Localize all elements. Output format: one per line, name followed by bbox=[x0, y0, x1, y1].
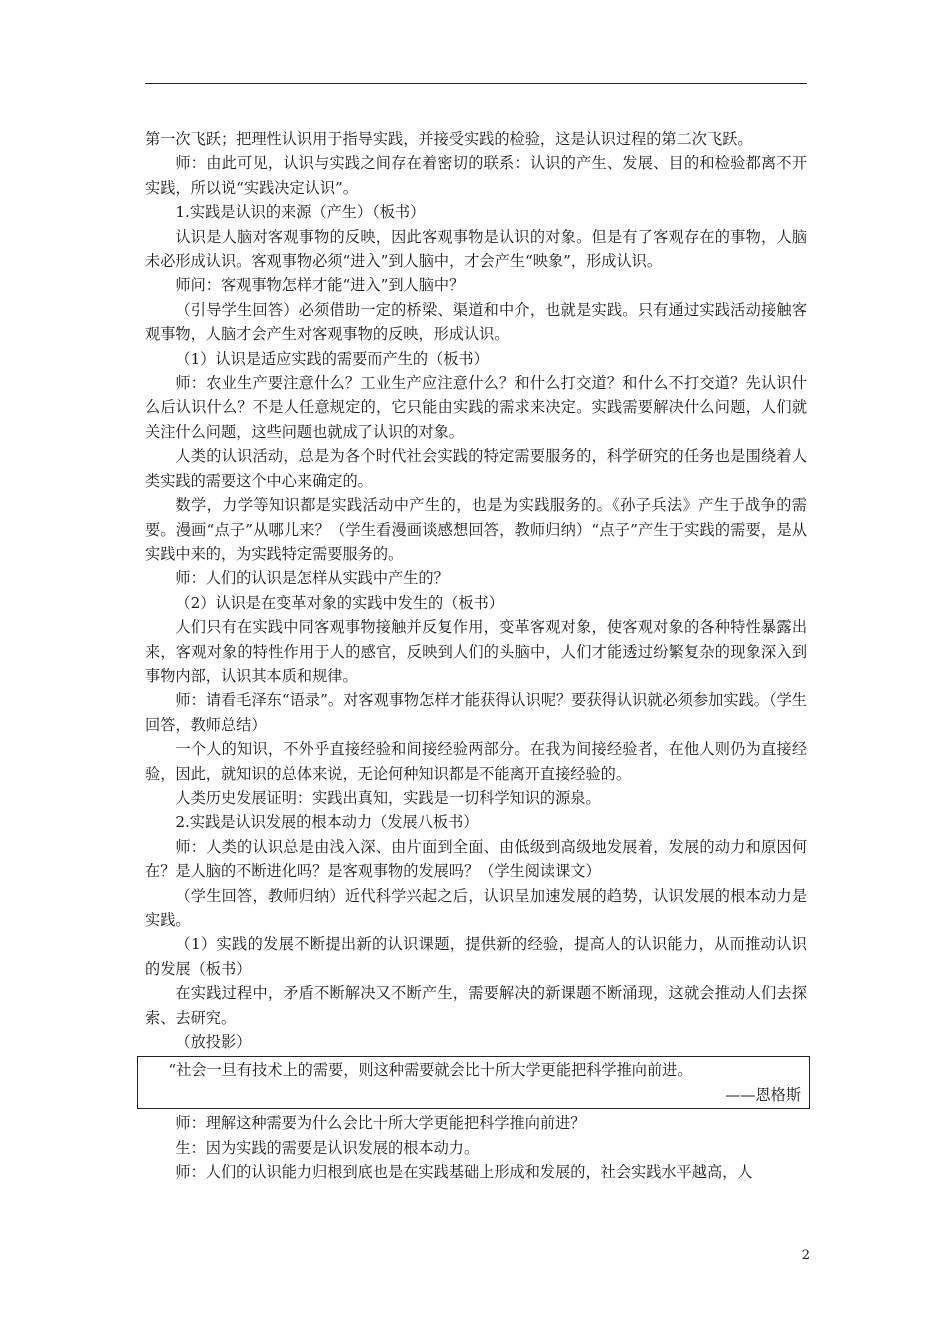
paragraph: 师：人们的认识能力归根到底也是在实践基础上形成和发展的，社会实践水平越高，人 bbox=[175, 1163, 753, 1182]
paragraph: （学生回答，教师归纳）近代科学兴起之后，认识呈加速发展的趋势，认识发展的根本动力是实践。 bbox=[145, 886, 807, 929]
paragraph-group-bottom bbox=[145, 1111, 807, 1184]
page-number: 2 bbox=[801, 1248, 810, 1263]
paragraph: （2）认识是在变革对象的实践中发生的（板书） bbox=[175, 593, 504, 612]
paragraph-group-top bbox=[145, 127, 807, 1054]
paragraph: 第一次飞跃；把理性认识用于指导实践，并接受实践的检验，这是认识过程的第二次飞跃。 bbox=[145, 130, 753, 148]
quote-box bbox=[137, 1056, 810, 1109]
paragraph: 人类的认识活动，总是为各个时代社会实践的特定需要服务的，科学研究的任务也是围绕着人类实践的需要这个中心来确定的。 bbox=[145, 447, 807, 490]
paragraph: 师：请看毛泽东“语录”。对客观事物怎样才能获得认识呢？要获得认识就必须参加实践。（学生回答，教师总结） bbox=[145, 691, 807, 734]
header-rule bbox=[145, 83, 807, 84]
paragraph: （1）认识是适应实践的需要而产生的（板书） bbox=[175, 349, 489, 368]
paragraph: 在实践过程中，矛盾不断解决又不断产生，需要解决的新课题不断涌现，这就会推动人们去探索、去研究。 bbox=[145, 984, 807, 1027]
paragraph: 师：农业生产要注意什么？工业生产应注意什么？和什么打交道？和什么不打交道？先认识什么后认识什么？不是人任意规定的，它只能由实践的需求来决定。实践需要解决什么问题，人们就关注什么问题，这些问题也就成了认识的对象。 bbox=[145, 374, 807, 441]
paragraph: 1.实践是认识的来源（产生）（板书） bbox=[175, 203, 426, 222]
paragraph: 一个人的知识，不外乎直接经验和间接经验两部分。在我为间接经验者，在他人则仍为直接经验，因此，就知识的总体来说，无论何种知识都是不能离开直接经验的。 bbox=[145, 740, 807, 783]
paragraph: 师：理解这种需要为什么会比十所大学更能把科学推向前进？ bbox=[175, 1114, 586, 1133]
paragraph: 人们只有在实践中同客观事物接触并反复作用，变革客观对象，使客观对象的各种特性暴露出来，客观对象的特性作用于人的感官，反映到人们的头脑中，人们才能透过纷繁复杂的现象深入到事物内部，认识其本质和规律。 bbox=[145, 618, 807, 685]
document-body bbox=[145, 127, 807, 1184]
paragraph: 认识是人脑对客观事物的反映，因此客观事物是认识的对象。但是有了客观存在的事物，人脑未必形成认识。客观事物必须“进入”到人脑中，才会产生“映象”，形成认识。 bbox=[145, 227, 807, 271]
paragraph: （1）实践的发展不断提出新的认识课题，提供新的经验，提高人的认识能力，从而推动认识的发展（板书） bbox=[145, 935, 807, 978]
quote-author: ——恩格斯 bbox=[725, 1085, 801, 1104]
quote-text: “社会一旦有技术上的需要，则这种需要就会比十所大学更能把科学推向前进。 bbox=[168, 1061, 693, 1080]
paragraph: （引导学生回答）必须借助一定的桥梁、渠道和中介，也就是实践。只有通过实践活动接触客观事物，人脑才会产生对客观事物的反映，形成认识。 bbox=[145, 300, 807, 344]
paragraph: 师：人类的认识总是由浅入深、由片面到全面、由低级到高级地发展着，发展的动力和原因何在？是人脑的不断进化吗？是客观事物的发展吗？（学生阅读课文） bbox=[145, 837, 807, 881]
paragraph: 人类历史发展证明：实践出真知，实践是一切科学知识的源泉。 bbox=[175, 788, 601, 807]
paragraph: （放投影） bbox=[175, 1033, 252, 1052]
paragraph: 2.实践是认识发展的根本动力（发展八板书） bbox=[175, 813, 479, 832]
paragraph: 师：由此可见，认识与实践之间存在着密切的联系：认识的产生、发展、目的和检验都离不开实践，所以说“实践决定认识”。 bbox=[145, 154, 807, 197]
paragraph: 数学，力学等知识都是实践活动中产生的，也是为实践服务的。《孙子兵法》产生于战争的需要。漫画“点子”从哪儿来？（学生看漫画谈感想回答，教师归纳）“点子”产生于实践的需要，是从实践中来的，为实践特定需要服务的。 bbox=[145, 496, 807, 563]
paragraph: 生：因为实践的需要是认识发展的根本动力。 bbox=[175, 1138, 480, 1157]
paragraph: 师：人们的认识是怎样从实践中产生的？ bbox=[175, 569, 449, 588]
paragraph: 师问：客观事物怎样才能“进入”到人脑中？ bbox=[175, 276, 465, 295]
